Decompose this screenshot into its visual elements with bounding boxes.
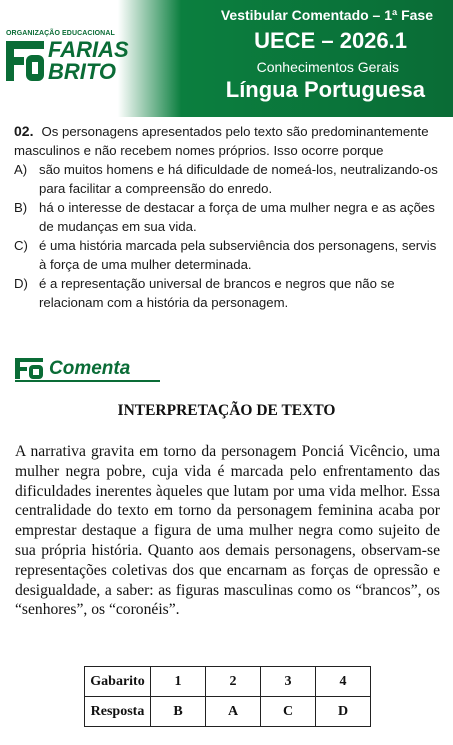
question-number-cell: 2 <box>206 667 261 697</box>
option-letter: D) <box>14 276 28 291</box>
option-text: são muitos homens e há dificuldade de nomeá-los, neutralizando-os para facilitar a compreensão do enredo. <box>39 162 438 196</box>
gabarito-label: Gabarito <box>85 667 151 697</box>
comment-body: A narrativa gravita em torno da personagem Ponciá Vicêncio, uma mulher negra pobre, cuja vida é marcada pelo enfrentamento das dificuldades inerentes àqueles que lutam por uma vida melhor. Essa centralidade do texto em torno da personagem feminina acaba por emprestar destaque a figura de uma mulher negra como sujeito de sua própria história. Quanto aos demais personagens, observam-se representações coletivas dos que encarnam as forças de opressão e desigualdade, a saber: as figuras masculinas como os “brancos”, os “senhores”, os “coronéis”. <box>15 443 440 619</box>
option-letter: C) <box>14 238 28 253</box>
question-number-cell: 3 <box>261 667 316 697</box>
answer-key-table <box>84 666 371 727</box>
exam-subject: Língua Portuguesa <box>225 77 425 102</box>
logo-org-text: ORGANIZAÇÃO EDUCACIONAL <box>6 30 115 37</box>
option-text: há o interesse de destacar a força de uma mulher negra e as ações de mudanças em sua vida. <box>39 200 435 234</box>
answer-cell: A <box>206 697 261 727</box>
option-a <box>14 160 442 198</box>
resposta-label: Resposta <box>85 697 151 727</box>
option-letter: A) <box>14 162 28 177</box>
answer-cell: D <box>316 697 371 727</box>
exam-subtitle: Vestibular Comentado – 1ª Fase <box>220 7 433 23</box>
exam-title: UECE – 2026.1 <box>254 28 407 53</box>
fb-mini-logo-icon <box>15 358 43 379</box>
table-row <box>85 697 371 727</box>
answer-cell: C <box>261 697 316 727</box>
option-c <box>14 236 442 274</box>
comenta-logo <box>15 358 160 382</box>
option-letter: B) <box>14 200 28 215</box>
question-number: 02. <box>14 123 34 139</box>
comment-section-title: INTERPRETAÇÃO DE TEXTO <box>117 402 336 419</box>
exam-section: Conhecimentos Gerais <box>256 59 399 75</box>
question-number-cell: 1 <box>151 667 206 697</box>
option-text: é uma história marcada pela subserviência dos personagens, servis à força de uma mulher determinada. <box>39 238 437 272</box>
option-d <box>14 274 442 312</box>
question-stem: Os personagens apresentados pelo texto são predominantemente masculinos e não recebem nomes próprios. Isso ocorre porque <box>14 124 429 158</box>
logo-name-brito: BRITO <box>48 59 117 84</box>
fb-logo-icon <box>6 41 44 81</box>
farias-brito-logo <box>6 30 156 90</box>
table-row <box>85 667 371 697</box>
answer-cell: B <box>151 697 206 727</box>
question-stem-line <box>14 122 442 160</box>
logo-name-farias: FARIAS <box>48 37 129 62</box>
option-b <box>14 198 442 236</box>
comenta-label: Comenta <box>49 358 131 379</box>
header-banner <box>0 0 453 117</box>
option-text: é a representação universal de brancos e negros que não se relacionam com a história da personagem. <box>39 276 395 310</box>
comenta-underline <box>15 380 160 382</box>
question-number-cell: 4 <box>316 667 371 697</box>
question-block <box>14 122 442 312</box>
